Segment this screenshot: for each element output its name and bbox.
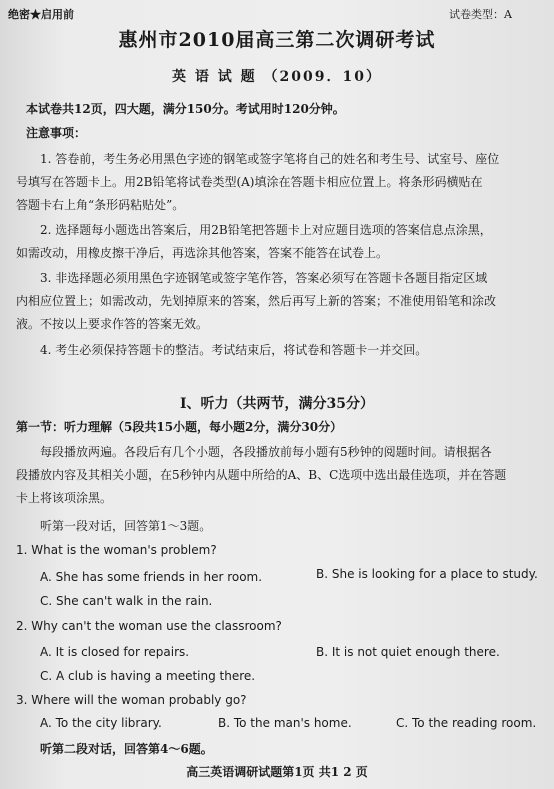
exam-subtitle: 英 语 试 题 （2009．10） <box>172 69 382 85</box>
question-3-option-c: C. To the reading room. <box>396 716 537 730</box>
question-2-stem: 2. Why can't the woman use the classroom? <box>16 619 282 633</box>
paper-type-label: 试卷类型：A <box>449 8 512 21</box>
part1-heading: 第一节：听力理解（5段共15小题，每小题2分，满分30分） <box>16 420 343 434</box>
confidential-mark: 绝密★启用前 <box>8 8 74 21</box>
segment-1-label: 听第一段对话，回答第1～3题。 <box>40 519 212 533</box>
segment-2-label: 听第二段对话，回答第4～6题。 <box>40 742 213 756</box>
page-footer: 高三英语调研试题第1页 共1 2 页 <box>186 765 368 779</box>
notice-item-1-line-1: 1. 答卷前，考生务必用黑色字迹的钢笔或签字笔将自己的姓名和考生号、试室号、座位 <box>40 152 500 166</box>
notice-item-1-line-2: 号填写在答题卡上。用2B铅笔将试卷类型(A)填涂在答题卡相应位置上。将条形码横贴在 <box>16 175 483 189</box>
question-1-option-a: A. She has some friends in her room. <box>40 570 263 584</box>
listening-section-title: Ⅰ、听力（共两节，满分35分） <box>179 396 375 412</box>
question-3-option-a: A. To the city library. <box>40 716 162 730</box>
notice-heading: 注意事项： <box>26 126 87 140</box>
question-1-stem: 1. What is the woman's problem? <box>16 543 217 557</box>
question-2-option-b: B. It is not quiet enough there. <box>316 645 500 659</box>
question-2-option-a: A. It is closed for repairs. <box>40 645 190 659</box>
notice-item-3-line-1: 3. 非选择题必须用黑色字迹钢笔或签字笔作答，答案必须写在答题卡各题目指定区域 <box>40 271 488 285</box>
notice-item-4: 4. 考生必须保持答题卡的整洁。考试结束后，将试卷和答题卡一并交回。 <box>40 343 428 357</box>
exam-info-line: 本试卷共12页，四大题，满分150分。考试用时120分钟。 <box>26 102 345 116</box>
notice-item-3-line-2: 内相应位置上；如需改动，先划掉原来的答案，然后再写上新的答案；不准使用铅笔和涂改 <box>16 294 497 308</box>
notice-item-1-line-3: 答题卡右上角“条形码粘贴处”。 <box>16 198 185 212</box>
notice-item-3-line-3: 液。不按以上要求作答的答案无效。 <box>16 317 209 331</box>
exam-title: 惠州市2010届高三第二次调研考试 <box>118 29 436 51</box>
notice-item-2-line-1: 2. 选择题每小题选出答案后，用2B铅笔把答题卡上对应题目选项的答案信息点涂黑， <box>40 223 492 237</box>
question-3-option-b: B. To the man's home. <box>218 716 352 730</box>
instructions-line-2: 段播放内容及其相关小题，在5秒钟内从题中所给的A、B、C选项中选出最佳选项，并在答题 <box>16 468 507 482</box>
question-2-option-c: C. A club is having a meeting there. <box>40 669 256 683</box>
question-1-option-b: B. She is looking for a place to study. <box>316 567 538 581</box>
question-1-option-c: C. She can't walk in the rain. <box>40 594 213 608</box>
instructions-line-3: 卡上将该项涂黑。 <box>16 491 113 505</box>
question-3-stem: 3. Where will the woman probably go? <box>16 693 247 707</box>
notice-item-2-line-2: 如需改动，用橡皮擦干净后，再选涂其他答案，答案不能答在试卷上。 <box>16 246 389 260</box>
instructions-line-1: 每段播放两遍。各段后有几个小题，各段播放前每小题有5秒钟的阅题时间。请根据各 <box>40 445 492 459</box>
